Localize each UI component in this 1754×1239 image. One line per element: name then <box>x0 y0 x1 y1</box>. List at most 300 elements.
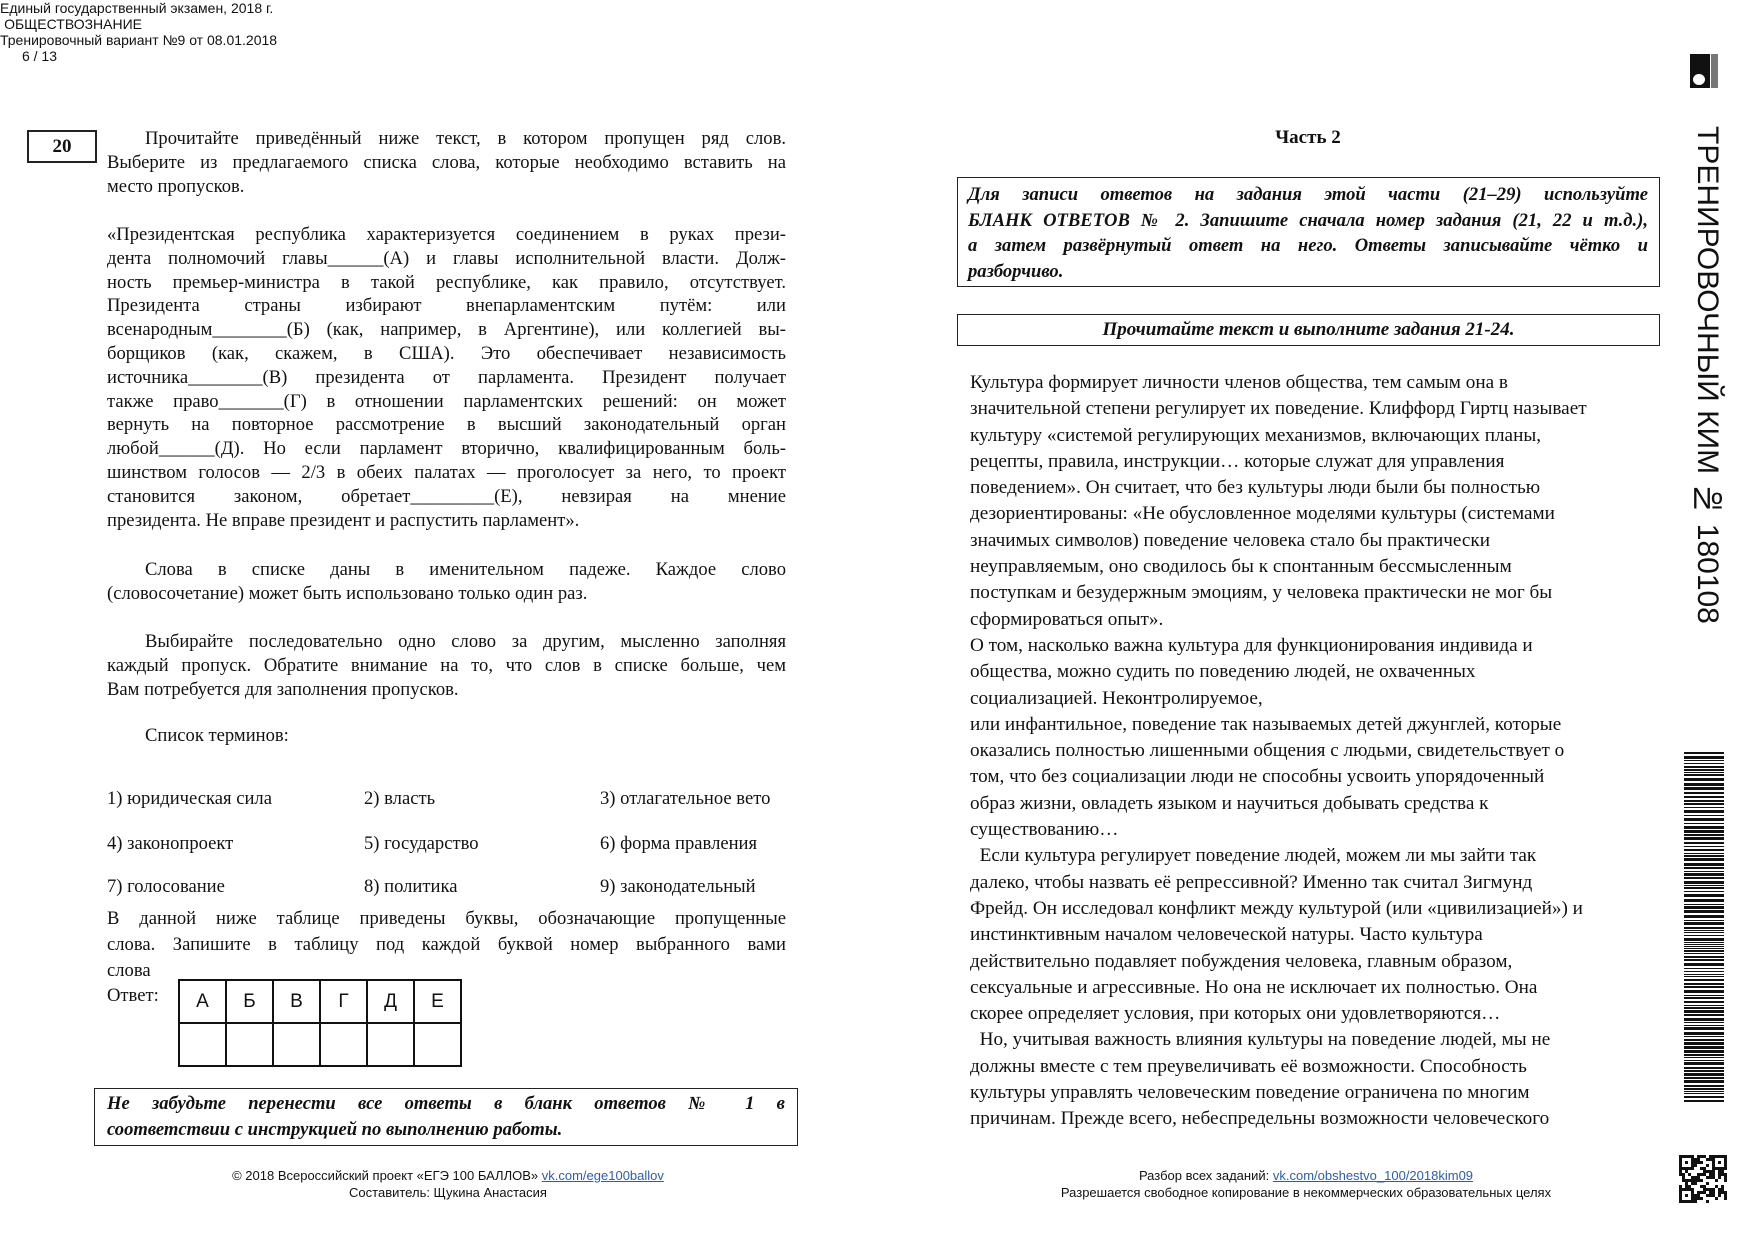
barcode-bar <box>1684 849 1724 851</box>
qr-module <box>1712 1188 1715 1191</box>
term-item: 1) юридическая сила <box>107 788 272 809</box>
answer-letter: Е <box>414 980 461 1023</box>
barcode-bar <box>1684 1039 1724 1041</box>
answer-letter: Б <box>226 980 273 1023</box>
footer-right <box>1006 1167 1606 1201</box>
barcode-bar <box>1684 915 1724 918</box>
qr-module <box>1700 1155 1703 1158</box>
qr-module <box>1688 1173 1691 1176</box>
barcode-bar <box>1684 1077 1724 1079</box>
text-line: вернуть на повторное рассмотрение в высший законодательный орган <box>107 414 786 436</box>
qr-module <box>1718 1176 1721 1179</box>
text-line: БЛАНК ОТВЕТОВ № 2. Запишите сначала номер задания (21, 22 и т.д.), <box>968 209 1648 231</box>
text-line: Если культура регулирует поведение людей, можем ли мы зайти так <box>970 845 1537 867</box>
barcode-bar <box>1684 1091 1724 1092</box>
qr-module <box>1721 1191 1724 1194</box>
qr-module <box>1709 1173 1712 1176</box>
barcode-bar <box>1684 1007 1724 1009</box>
text-line: шинством голосов — 2/3 в обеих палатах — проголосует за него, то проект <box>107 461 786 483</box>
answer-cell[interactable] <box>226 1023 273 1066</box>
term-item: 3) отлагательное вето <box>600 788 771 809</box>
qr-module <box>1694 1182 1697 1185</box>
qr-module <box>1685 1155 1688 1158</box>
qr-module <box>1718 1167 1721 1170</box>
text-line: «Президентская республика характеризуется соединением в руках прези- <box>107 224 786 245</box>
qr-module <box>1694 1161 1697 1164</box>
qr-module <box>1706 1194 1709 1197</box>
barcode-bar <box>1684 1014 1724 1016</box>
page-number: 6 / 13 <box>21 48 57 64</box>
barcode-bar <box>1684 906 1724 909</box>
qr-module <box>1718 1170 1721 1173</box>
barcode-bar <box>1684 760 1724 761</box>
qr-module <box>1721 1155 1724 1158</box>
barcode-bar <box>1684 810 1724 813</box>
qr-module <box>1706 1188 1709 1191</box>
barcode-bar <box>1684 1070 1724 1072</box>
qr-module <box>1721 1170 1724 1173</box>
text-line: Президента страны избирают внепарламентским путём: или <box>107 295 786 317</box>
vertical-title: ТРЕНИРОВОЧНЫЙ КИМ № 180108 <box>1691 126 1724 624</box>
barcode-bar <box>1684 1001 1724 1003</box>
answer-cell[interactable] <box>320 1023 367 1066</box>
qr-module <box>1688 1155 1691 1158</box>
barcode-bar <box>1684 823 1724 824</box>
qr-module <box>1712 1170 1715 1173</box>
text-line: культуры управлять человеческим поведение ограничена по многим <box>970 1082 1530 1104</box>
barcode-bar <box>1684 986 1724 988</box>
text-line: рецепты, правила, инструкции… которые служат для управления <box>970 450 1505 472</box>
text-line: разборчиво. <box>968 261 1064 283</box>
answer-cell[interactable] <box>179 1023 226 1066</box>
qr-module <box>1709 1194 1712 1197</box>
text-line: Но, учитывая важность влияния культуры на поведение людей, мы не <box>970 1029 1551 1051</box>
qr-module <box>1685 1194 1688 1197</box>
barcode-icon <box>1684 752 1724 1102</box>
read-task-box: Прочитайте текст и выполните задания 21-24. <box>957 314 1660 346</box>
barcode-bar <box>1684 932 1724 933</box>
barcode-bar <box>1684 885 1724 886</box>
text-line: а затем развёрнутый ответ на него. Ответы записывайте чётко и <box>968 235 1648 257</box>
text-line: социализацией. Неконтролируемое, <box>970 687 1263 709</box>
barcode-bar <box>1684 792 1724 794</box>
qr-module <box>1715 1179 1718 1182</box>
qr-module <box>1721 1167 1724 1170</box>
qr-module <box>1700 1197 1703 1200</box>
barcode-bar <box>1684 1060 1724 1061</box>
qr-module <box>1703 1185 1706 1188</box>
footer-review-label: Разбор всех заданий: <box>1138 1168 1270 1183</box>
barcode-bar <box>1684 846 1724 847</box>
barcode-bar <box>1684 1027 1724 1030</box>
barcode-bar <box>1684 807 1724 808</box>
barcode-bar <box>1684 837 1724 840</box>
barcode-bar <box>1684 953 1724 954</box>
text-line: том, что без социализации люди не способны усвоить упорядоченный <box>970 766 1545 788</box>
term-item: 4) законопроект <box>107 833 234 854</box>
barcode-bar <box>1684 855 1724 857</box>
qr-module <box>1700 1173 1703 1176</box>
term-item: 2) власть <box>364 788 436 809</box>
answer-cell[interactable] <box>273 1023 320 1066</box>
barcode-bar <box>1684 1093 1724 1094</box>
qr-module <box>1685 1185 1688 1188</box>
text-line: образ жизни, овладеть языком и научиться добывать средства к <box>970 792 1489 814</box>
qr-module <box>1679 1170 1682 1173</box>
text-line: сформироваться опыт». <box>970 608 1164 630</box>
barcode-bar <box>1684 983 1724 985</box>
qr-module <box>1709 1158 1712 1161</box>
text-line: скорее определяет условия, при которых они удовлетворяются… <box>970 1003 1501 1025</box>
qr-module <box>1679 1167 1682 1170</box>
barcode-bar <box>1684 1080 1724 1083</box>
instructions-text <box>968 182 1648 285</box>
qr-module <box>1682 1167 1685 1170</box>
qr-module <box>1685 1170 1688 1173</box>
footer-left <box>198 1167 698 1201</box>
qr-module <box>1724 1194 1727 1197</box>
qr-module <box>1688 1185 1691 1188</box>
qr-module <box>1697 1161 1700 1164</box>
footer-copy-note: Разрешается свободное копирование в некоммерческих образовательных целях <box>1060 1185 1552 1200</box>
qr-module <box>1697 1179 1700 1182</box>
qr-module <box>1679 1173 1682 1176</box>
qr-module <box>1712 1194 1715 1197</box>
qr-module <box>1703 1170 1706 1173</box>
qr-module <box>1700 1167 1703 1170</box>
barcode-bar <box>1684 979 1724 981</box>
barcode-bar <box>1684 995 1724 996</box>
text-line: общества, можно судить по поведению людей, не охваченных <box>970 661 1476 683</box>
text-line: Не забудьте перенести все ответы в бланк ответов № 1 в <box>107 1093 785 1114</box>
qr-module <box>1712 1155 1715 1158</box>
text-line: (словосочетание) может быть использовано только один раз. <box>107 582 588 604</box>
text-line: источника________(В) президента от парламента. Президент получает <box>107 366 786 388</box>
qr-module <box>1679 1191 1682 1194</box>
barcode-bar <box>1684 858 1724 861</box>
text-line: значимых символов) поведение человека стало бы практически <box>970 529 1490 551</box>
barcode-bar <box>1684 1096 1724 1098</box>
barcode-bar <box>1684 930 1724 931</box>
task-note-1 <box>107 558 786 606</box>
qr-module <box>1694 1194 1697 1197</box>
barcode-bar <box>1684 1062 1724 1065</box>
qr-module <box>1706 1164 1709 1167</box>
qr-module <box>1691 1158 1694 1161</box>
barcode-bar <box>1684 853 1724 854</box>
answer-cell[interactable] <box>367 1023 414 1066</box>
text-line: поступкам и безудержным эмоциям, у человека практически не мог бы <box>970 582 1553 604</box>
answer-letter: В <box>273 980 320 1023</box>
barcode-bar <box>1684 990 1724 993</box>
text-line: Выбирайте последовательно одно слово за другим, мысленно заполняя <box>145 631 786 652</box>
barcode-bar <box>1684 787 1724 790</box>
qr-module <box>1697 1191 1700 1194</box>
qr-module <box>1691 1194 1694 1197</box>
task-intro <box>107 127 786 198</box>
barcode-bar <box>1684 935 1724 936</box>
qr-module <box>1691 1191 1694 1194</box>
reading-text <box>970 370 1587 1133</box>
qr-module <box>1691 1188 1694 1191</box>
qr-module <box>1715 1167 1718 1170</box>
qr-module <box>1694 1176 1697 1179</box>
text-line: сексуальные и агрессивные. Но она не исключает их полностью. Она <box>970 976 1538 998</box>
table-note <box>107 906 786 984</box>
barcode-bar <box>1684 1088 1724 1090</box>
text-line: также право_______(Г) в отношении парламентских решений: он может <box>107 390 786 412</box>
barcode-bar <box>1684 1036 1724 1037</box>
qr-module <box>1724 1155 1727 1158</box>
reminder-box <box>94 1088 798 1146</box>
barcode-bar <box>1684 1005 1724 1006</box>
qr-module <box>1682 1179 1685 1182</box>
qr-module <box>1724 1161 1727 1164</box>
barcode-bar <box>1684 881 1724 884</box>
text-line: Для записи ответов на задания этой части (21–29) используйте <box>968 184 1648 205</box>
barcode-bar <box>1684 956 1724 958</box>
text-line: любой______(Д). Но если парламент вторично, квалифицированным боль- <box>107 438 786 460</box>
qr-module <box>1715 1155 1718 1158</box>
qr-module <box>1697 1158 1700 1161</box>
qr-module <box>1679 1164 1682 1167</box>
barcode-bar <box>1684 871 1724 872</box>
text-line: В данной ниже таблице приведены буквы, обозначающие пропущенные <box>107 908 786 929</box>
qr-module <box>1694 1179 1697 1182</box>
qr-module <box>1691 1176 1694 1179</box>
barcode-bar <box>1684 922 1724 925</box>
barcode-bar <box>1684 968 1724 969</box>
barcode-bar <box>1684 834 1724 836</box>
qr-module <box>1679 1158 1682 1161</box>
text-line: действительно подавляет побуждения человека, главным образом, <box>970 950 1513 972</box>
text-line: культуру «системой регулирующих механизмов, включающих планы, <box>970 424 1542 446</box>
qr-module <box>1718 1173 1721 1176</box>
qr-module <box>1712 1173 1715 1176</box>
qr-module <box>1685 1179 1688 1182</box>
text-line: становится законом, обретает_________(Е), невзирая на мнение <box>107 485 786 507</box>
qr-module <box>1682 1176 1685 1179</box>
qr-module <box>1724 1164 1727 1167</box>
header-subject: ОБЩЕСТВОЗНАНИЕ <box>4 16 142 32</box>
qr-module <box>1709 1155 1712 1158</box>
barcode-bar <box>1684 877 1724 879</box>
qr-module <box>1709 1188 1712 1191</box>
qr-module <box>1718 1194 1721 1197</box>
qr-module <box>1679 1155 1682 1158</box>
text-line: Прочитайте приведённый ниже текст, в котором пропущен ряд слов. <box>145 128 786 149</box>
qr-module <box>1712 1164 1715 1167</box>
qr-module <box>1679 1200 1682 1203</box>
qr-module <box>1691 1182 1694 1185</box>
barcode-bar <box>1684 763 1724 764</box>
qr-module <box>1712 1176 1715 1179</box>
qr-module <box>1679 1161 1682 1164</box>
term-item: 9) законодательный <box>600 876 756 897</box>
text-line: Вам потребуется для заполнения пропусков. <box>107 678 459 700</box>
text-line: соответствии с инструкцией по выполнению работы. <box>107 1118 563 1140</box>
header-variant: Тренировочный вариант №9 от 08.01.2018 <box>0 32 278 48</box>
qr-module <box>1682 1188 1685 1191</box>
qr-module <box>1718 1161 1721 1164</box>
qr-module <box>1685 1161 1688 1164</box>
qr-module <box>1697 1176 1700 1179</box>
qr-module <box>1694 1164 1697 1167</box>
qr-module <box>1712 1161 1715 1164</box>
qr-module <box>1706 1176 1709 1179</box>
barcode-bar <box>1684 1050 1724 1053</box>
barcode-bar <box>1684 803 1724 805</box>
header-exam: Единый государственный экзамен, 2018 г. <box>0 0 274 16</box>
barcode-bar <box>1684 830 1724 833</box>
qr-module <box>1706 1170 1709 1173</box>
qr-module <box>1703 1191 1706 1194</box>
barcode-bar <box>1684 887 1724 889</box>
qr-module <box>1700 1185 1703 1188</box>
qr-module <box>1688 1188 1691 1191</box>
barcode-bar <box>1684 938 1724 941</box>
footer-right-link[interactable]: vk.com/obshestvo_100/2018kim09 <box>1272 1168 1474 1183</box>
qr-module <box>1703 1167 1706 1170</box>
task-note-2 <box>107 630 786 701</box>
answer-table <box>178 979 462 1067</box>
task-quote <box>107 223 786 532</box>
barcode-bar <box>1684 1032 1724 1035</box>
qr-module <box>1709 1191 1712 1194</box>
qr-module <box>1697 1197 1700 1200</box>
barcode-bar <box>1684 1073 1724 1076</box>
barcode-bar <box>1684 1085 1724 1087</box>
qr-module <box>1721 1188 1724 1191</box>
barcode-bar <box>1684 948 1724 949</box>
barcode-bar <box>1684 891 1724 892</box>
qr-module <box>1703 1188 1706 1191</box>
qr-module <box>1691 1200 1694 1203</box>
barcode-bar <box>1684 842 1724 844</box>
qr-module <box>1682 1155 1685 1158</box>
qr-module <box>1715 1185 1718 1188</box>
qr-module <box>1694 1158 1697 1161</box>
barcode-bar <box>1684 1046 1724 1049</box>
qr-module <box>1685 1182 1688 1185</box>
qr-module <box>1691 1164 1694 1167</box>
qr-module <box>1697 1194 1700 1197</box>
logo-icon <box>1690 54 1718 88</box>
qr-module <box>1694 1200 1697 1203</box>
qr-module <box>1697 1173 1700 1176</box>
qr-module <box>1703 1173 1706 1176</box>
qr-module <box>1712 1167 1715 1170</box>
term-item: 6) форма правления <box>600 833 758 854</box>
term-item: 8) политика <box>364 876 458 897</box>
qr-code-icon <box>1679 1155 1727 1203</box>
text-line: далеко, чтобы назвать её репрессивной? Именно так считал Зигмунд <box>970 871 1533 893</box>
text-line: оказались полностью лишенными общения с людьми, свидетельствует о <box>970 740 1565 762</box>
barcode-bar <box>1684 826 1724 829</box>
footer-left-link[interactable]: vk.com/ege100ballov <box>541 1168 664 1183</box>
qr-module <box>1709 1176 1712 1179</box>
qr-module <box>1700 1179 1703 1182</box>
qr-module <box>1724 1167 1727 1170</box>
barcode-bar <box>1684 863 1724 866</box>
text-line: неуправляемым, оно сводилось бы к спонтанным бессмысленным <box>970 556 1512 578</box>
qr-module <box>1691 1167 1694 1170</box>
barcode-bar <box>1684 772 1724 773</box>
barcode-bar <box>1684 904 1724 905</box>
barcode-bar <box>1684 920 1724 921</box>
qr-module <box>1700 1161 1703 1164</box>
text-line: всенародным________(Б) (как, например, в Аргентине), или коллегией вы- <box>107 319 786 341</box>
barcode-bar <box>1684 944 1724 945</box>
barcode-bar <box>1684 946 1724 947</box>
qr-module <box>1694 1197 1697 1200</box>
barcode-bar <box>1684 1022 1724 1023</box>
qr-module <box>1709 1170 1712 1173</box>
text-line: Культура формирует личности членов общества, тем самым она в <box>970 372 1508 393</box>
reminder-text <box>107 1091 785 1142</box>
barcode-bar <box>1684 752 1724 754</box>
term-item: 5) государство <box>364 833 479 854</box>
qr-module <box>1721 1173 1724 1176</box>
text-line: или инфантильное, поведение так называемых детей джунглей, которые <box>970 713 1562 735</box>
qr-module <box>1691 1197 1694 1200</box>
qr-module <box>1715 1197 1718 1200</box>
barcode-bar <box>1684 769 1724 771</box>
qr-module <box>1685 1188 1688 1191</box>
qr-module <box>1688 1167 1691 1170</box>
qr-module <box>1679 1185 1682 1188</box>
qr-module <box>1706 1158 1709 1161</box>
barcode-bar <box>1684 927 1724 929</box>
answer-label: Ответ: <box>107 985 159 1006</box>
terms-title: Список терминов: <box>145 725 289 746</box>
qr-module <box>1706 1182 1709 1185</box>
barcode-bar <box>1684 1054 1724 1056</box>
text-line: слова. Запишите в таблицу под каждой буквой номер выбранного вами <box>107 934 786 955</box>
qr-module <box>1682 1200 1685 1203</box>
text-line: президента. Не вправе президент и распустить парламент». <box>107 509 580 531</box>
qr-module <box>1703 1155 1706 1158</box>
barcode-bar <box>1684 778 1724 781</box>
text-line: каждый пропуск. Обратите внимание на то, что слов в списке больше, чем <box>107 654 786 676</box>
barcode-bar <box>1684 899 1724 902</box>
barcode-bar <box>1684 774 1724 776</box>
qr-module <box>1724 1176 1727 1179</box>
text-line: борщиков (как, скажем, в США). Это обеспечивает независимость <box>107 342 786 364</box>
text-line: поведением». Он считает, что без культуры люди были бы полностью <box>970 477 1541 499</box>
text-line: значительной степени регулирует их поведение. Клиффорд Гиртц называет <box>970 398 1587 420</box>
barcode-bar <box>1684 1067 1724 1069</box>
qr-module <box>1718 1155 1721 1158</box>
text-line: причинам. Прежде всего, небеспредельны возможности человеческого <box>970 1108 1550 1130</box>
barcode-bar <box>1684 974 1724 975</box>
qr-module <box>1691 1179 1694 1182</box>
instructions-box <box>957 177 1660 287</box>
text-line: инстинктивным началом человеческой натуры. Часто культура <box>970 924 1483 946</box>
qr-module <box>1679 1194 1682 1197</box>
text-line: дезориентированы: «Не обусловленное моделями культуры (системами <box>970 503 1555 525</box>
qr-module <box>1679 1188 1682 1191</box>
barcode-bar <box>1684 959 1724 961</box>
qr-module <box>1682 1173 1685 1176</box>
barcode-bar <box>1684 894 1724 897</box>
answer-cell[interactable] <box>414 1023 461 1066</box>
barcode-bar <box>1684 756 1724 759</box>
text-line: существованию… <box>970 819 1119 841</box>
qr-module <box>1724 1191 1727 1194</box>
text-line: должны вместе с тем преувеличивать её возможности. Способность <box>970 1055 1527 1077</box>
barcode-bar <box>1684 867 1724 869</box>
